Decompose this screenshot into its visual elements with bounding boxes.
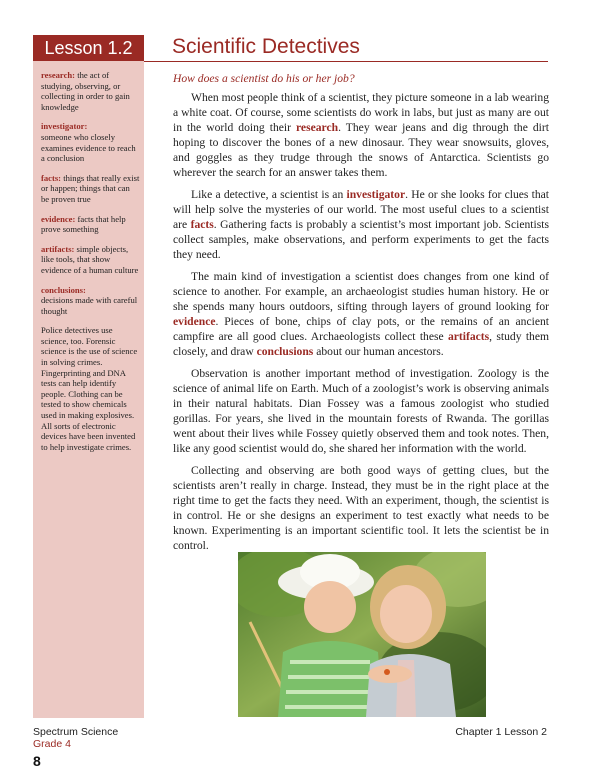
glossary-entry-evidence (41, 214, 140, 235)
glossary-entry-conclusions (41, 285, 140, 317)
grade-label: Grade 4 (33, 738, 71, 750)
keyword-evidence: evidence (173, 315, 216, 328)
glossary-definition: simple objects, like tools, that show evidence of a human culture (41, 243, 139, 275)
page-number: 8 (33, 753, 41, 769)
paragraph: Observation is another important method of investigation. Zoology is the science of animal life on Earth. Much of a zoologist’s work is observing animals in their natural habitats. Dian Fossey was a famous zoologist who studied gorillas. For years, she lived in the mountain forests of Rwanda. The gorillas went about their lives while Fossey quietly observed them and took notes. Then, like any good scientist would do, she shared her information with the world. (173, 367, 549, 455)
title-divider (144, 61, 548, 62)
page-title: Scientific Detectives (172, 35, 360, 58)
footer-book-info (33, 726, 118, 770)
paragraph: The main kind of investigation a scientist does changes from one kind of science to another. For example, an archaeologist studies human history. He or she spends many hours outdoors, sifting through layers of ground looking for evidence. Pieces of bone, chips of clay pots, or the remains of an ancient campfire are all good clues. Archaeologists collect these artifacts, study them closely, and draw conclusions about our human ancestors. (173, 270, 549, 358)
glossary-definition: decisions made with careful thought (41, 295, 138, 316)
lesson-label: Lesson 1.2 (33, 35, 144, 61)
glossary-definition: facts that help prove something (41, 213, 126, 235)
glossary-term: artifacts: (41, 243, 75, 254)
glossary-entry-investigator (41, 121, 140, 163)
paragraph: Collecting and observing are both good ways of getting clues, but the scientists aren’t really in charge. Instead, they must be in the right place at the right time to get the facts they need. With an experiment, though, the scientist is in control. He or she designs an experiment to test exactly what needs to be known. Experimenting is an important scientific tool. It lets the scientist be in control. (173, 464, 549, 552)
keyword-investigator: investigator (346, 188, 406, 201)
paragraph: Like a detective, a scientist is an investigator. He or she looks for clues that will help solve the mysteries of our world. The most useful clues to a scientist are facts. Gathering facts is probably a scientist’s most important job. Scientists collect samples, make observations, and perform experiments to get the facts they need. (173, 188, 549, 261)
glossary-term: conclusions: (41, 284, 86, 295)
book-title: Spectrum Science (33, 726, 119, 738)
keyword-artifacts: artifacts (447, 330, 490, 343)
glossary-entry-research (41, 70, 140, 112)
glossary-definition: things that really exist or happen; things that can be proven true (41, 172, 140, 204)
glossary-term: facts: (41, 172, 62, 183)
glossary-definition: someone who closely examines evidence to reach a conclusion (41, 131, 136, 164)
glossary-entry-facts (41, 173, 140, 205)
glossary-term: research: (41, 70, 76, 80)
main-article (173, 71, 549, 560)
glossary-term: evidence: (41, 213, 76, 224)
glossary-entry-artifacts (41, 244, 140, 276)
paragraph: When most people think of a scientist, they picture someone in a lab wearing a white coat. Of course, some scientists do work in labs, but just as many are out in the world doing their research. They wear jeans and dig through the dirt hoping to discover the bones of a new dinosaur. They wear snowsuits, gloves, and goggles as they trudge through the snows of Antarctica. Scientists go wherever the search for an answer takes them. (173, 91, 549, 179)
forensic-science-note: Police detectives use science, too. Forensic science is the use of science in solving crimes. Fingerprinting and DNA tests can help identify people. Clothing can be tested to show chemicals used in making explosives. All sorts of electronic devices have been invented to help investigate crimes. (41, 325, 138, 452)
children-observing-photo (238, 552, 486, 717)
keyword-research: research (296, 121, 339, 134)
keyword-facts: facts (190, 218, 214, 231)
glossary-sidebar (33, 61, 144, 718)
footer-chapter: Chapter 1 Lesson 2 (455, 726, 547, 738)
glossary-definition: the act of studying, observing, or collecting in order to gain knowledge (41, 70, 130, 112)
glossary-term: investigator: (41, 121, 88, 132)
lesson-question: How does a scientist do his or her job? (173, 72, 355, 85)
keyword-conclusions: conclusions (256, 345, 314, 358)
